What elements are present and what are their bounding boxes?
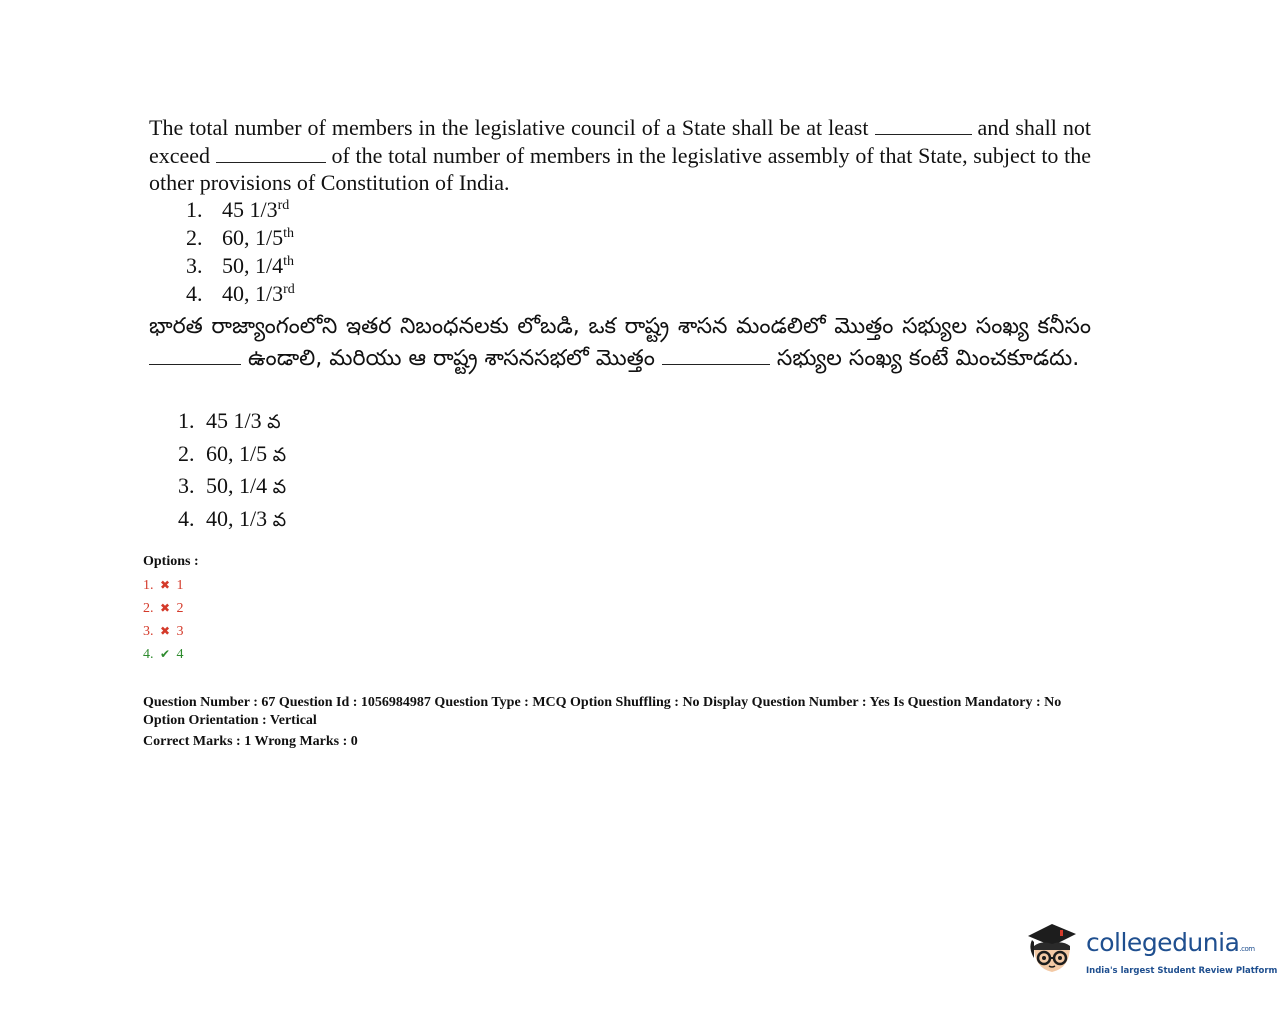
option-number: 2. bbox=[178, 440, 195, 466]
question-text-part2: and shall not exceed bbox=[149, 115, 1092, 168]
cross-icon: ✖ bbox=[159, 624, 171, 638]
blank-line bbox=[216, 144, 326, 163]
question-telugu bbox=[149, 311, 1091, 375]
metadata-line-1: Question Number : 67 Question Id : 1056984987 Question Type : MCQ Option Shuffling : No Display Question Number : Yes Is Question Mandatory : No bbox=[143, 695, 1062, 710]
option-text: 40, 1/3 bbox=[222, 281, 284, 306]
mascot-icon bbox=[1022, 918, 1084, 988]
option-superscript: th bbox=[283, 226, 295, 241]
metadata-line-3: Correct Marks : 1 Wrong Marks : 0 bbox=[143, 734, 358, 749]
cross-icon: ✖ bbox=[159, 578, 171, 592]
option-text: 45 1/3 bbox=[206, 408, 262, 433]
choice-value: 3 bbox=[176, 624, 184, 639]
option-text: 50, 1/4 bbox=[222, 253, 284, 278]
option-en-4 bbox=[186, 280, 295, 308]
option-superscript: rd bbox=[283, 282, 295, 297]
choice-number: 2. bbox=[143, 601, 154, 616]
blank-line bbox=[662, 346, 770, 365]
option-text: 45 1/3 bbox=[222, 197, 278, 222]
question-text-part3: of the total number of members in the legislative assembly of that State, subject to the other provisions of Constitution of India. bbox=[149, 142, 1092, 195]
question-text-part1: The total number of members in the legislative council of a State shall be at least bbox=[149, 115, 869, 140]
choice-number: 4. bbox=[143, 647, 154, 662]
answer-choices bbox=[143, 576, 184, 668]
choice-value: 2 bbox=[176, 601, 184, 616]
question-te-part1: భారత రాజ్యాంగంలోని ఇతర నిబంధనలకు లోబడి, ఒక రాష్ట్ర శాసన మండలిలో మొత్తం సభ్యుల సంఖ్య కనీసం bbox=[149, 314, 1091, 339]
option-te-3 bbox=[178, 470, 286, 503]
options-heading: Options : bbox=[143, 554, 199, 569]
logo-tagline: India's largest Student Review Platform bbox=[1086, 966, 1278, 976]
option-number: 1. bbox=[186, 197, 203, 222]
option-number: 4. bbox=[178, 505, 195, 531]
blank-line bbox=[149, 346, 241, 365]
option-number: 3. bbox=[178, 473, 195, 498]
logo-name: collegedunia bbox=[1086, 928, 1240, 957]
option-number: 4. bbox=[186, 281, 203, 306]
cross-icon: ✖ bbox=[159, 601, 171, 615]
choice-value: 1 bbox=[176, 578, 184, 593]
option-en-2 bbox=[186, 224, 295, 252]
choice-value: 4 bbox=[176, 647, 184, 662]
option-number: 3. bbox=[186, 253, 203, 278]
option-text: 40, 1/3 bbox=[206, 505, 268, 531]
options-english bbox=[186, 196, 295, 308]
collegedunia-logo bbox=[1022, 918, 1278, 988]
question-metadata bbox=[143, 694, 1061, 751]
choice-number: 3. bbox=[143, 624, 154, 639]
logo-domain: .com bbox=[1239, 945, 1255, 953]
choice-2 bbox=[143, 599, 184, 622]
option-text: 60, 1/5 bbox=[222, 225, 284, 250]
option-te-4 bbox=[178, 503, 286, 536]
metadata-line-2: Option Orientation : Vertical bbox=[143, 713, 317, 728]
blank-line bbox=[875, 116, 972, 135]
option-suffix: వ bbox=[267, 411, 281, 433]
option-te-2 bbox=[178, 438, 286, 471]
option-number: 2. bbox=[186, 225, 203, 250]
option-text: 60, 1/5 bbox=[206, 440, 268, 466]
question-te-part2: ఉండాలి, మరియు ఆ రాష్ట్ర శాసనసభలో మొత్తం bbox=[248, 346, 655, 371]
choice-number: 1. bbox=[143, 578, 154, 593]
question-te-part3: సభ్యుల సంఖ్య కంటే మించకూడదు. bbox=[776, 346, 1080, 371]
option-en-3 bbox=[186, 252, 295, 280]
option-text: 50, 1/4 bbox=[206, 473, 268, 498]
option-number: 1. bbox=[178, 408, 195, 433]
choice-1 bbox=[143, 576, 184, 599]
option-suffix: వ bbox=[272, 443, 287, 466]
option-superscript: rd bbox=[277, 198, 290, 213]
checkmark-icon: ✔ bbox=[159, 647, 171, 661]
option-te-1 bbox=[178, 405, 286, 438]
choice-4 bbox=[143, 645, 184, 668]
choice-3 bbox=[143, 622, 184, 645]
option-suffix: వ bbox=[272, 476, 287, 498]
options-telugu bbox=[178, 405, 286, 535]
option-suffix: వ bbox=[272, 508, 287, 531]
logo-wordmark bbox=[1086, 928, 1255, 957]
option-superscript: th bbox=[283, 254, 295, 269]
option-en-1 bbox=[186, 196, 295, 224]
question-english bbox=[149, 114, 1091, 197]
